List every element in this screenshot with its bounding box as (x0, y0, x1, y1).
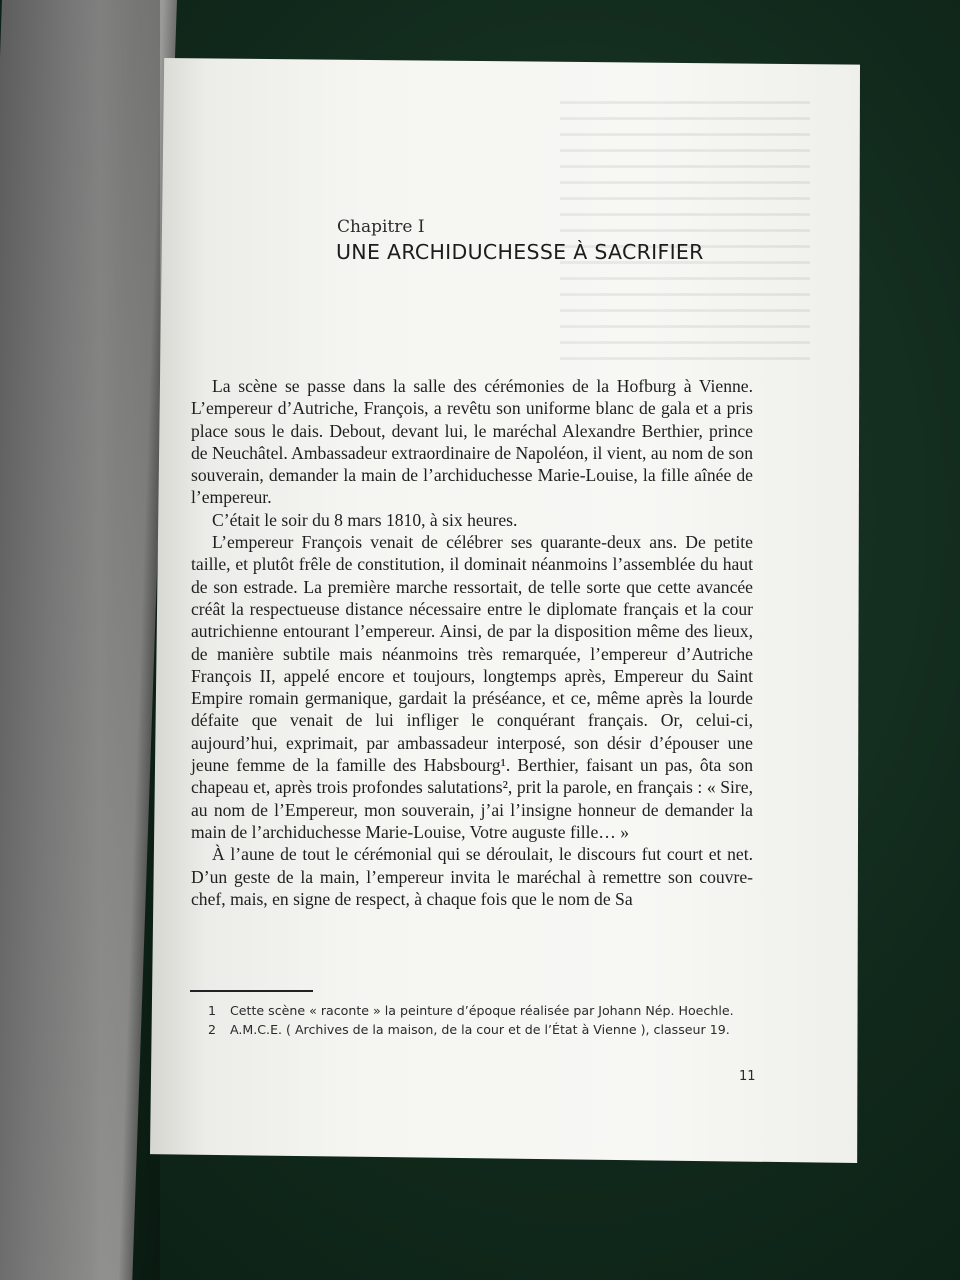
paragraph: C’était le soir du 8 mars 1810, à six heures. (212, 509, 518, 530)
paragraph: L’empereur François venait de célébrer ses quarante-deux ans. De petite taille, et plutôt frêle de constitution, il dominait néanmoins l’assemblée du haut de son estrade. La première marche ressortait, de telle sorte que cette avancée créât la respectueuse distance nécessaire entre le diplomate français et la cour autrichienne entourant l’empereur. Ainsi, de par la disposition même des lieux, de manière subtile mais néanmoins très remarquée, l’empereur d’Autriche François II, appelé encore et toujours, longtemps après, Empereur du Saint Empire romain germanique, gardait la préséance, et ce, même après la lourde défaite que venait de lui infliger le conquérant français. Or, celui-ci, aujourd’hui, exprimait, par ambassadeur interposé, son désir d’épouser une jeune femme de la famille des Habsbourg¹. Berthier, faisant un pas, ôta son chapeau et, après trois profondes salutations², prit la parole, en français : « Sire, au nom de l’Empereur, mon souverain, j’ai l’insigne honneur de demander la main de l’archiduchesse Marie-Louise, Votre auguste fille… » (191, 532, 753, 842)
footnote-text: A.M.C.E. ( Archives de la maison, de la cour et de l’État à Vienne ), classeur 19. (230, 1022, 730, 1037)
paragraph: À l’aune de tout le cérémonial qui se déroulait, le discours fut court et net. D’un geste de la main, l’empereur invita le maréchal à remettre son couvre-chef, mais, en signe de respect, à chaque fois que le nom de Sa (191, 844, 753, 909)
body-text (191, 375, 753, 910)
chapter-label: Chapitre I (337, 217, 425, 237)
chapter-title: UNE ARCHIDUCHESSE À SACRIFIER (336, 240, 704, 264)
paragraph: La scène se passe dans la salle des cérémonies de la Hofburg à Vienne. L’empereur d’Autriche, François, a revêtu son uniforme blanc de gala et a pris place sous le dais. Debout, devant lui, le maréchal Alexandre Berthier, prince de Neuchâtel. Ambassadeur extraordinaire de Napoléon, il vient, au nom de son souverain, demander la main de l’archiduchesse Marie-Louise, la fille aînée de l’empereur. (191, 376, 753, 508)
footnotes (208, 1001, 768, 1039)
footnote-number: 1 (208, 1003, 217, 1018)
footnote-text: Cette scène « raconte » la peinture d’époque réalisée par Johann Nép. Hoechle. (230, 1003, 734, 1018)
footnote-number: 2 (208, 1022, 217, 1037)
footnote-separator (190, 990, 313, 992)
show-through-text (560, 88, 810, 378)
page-number: 11 (739, 1069, 756, 1084)
footnote (208, 1020, 768, 1039)
footnote (208, 1001, 768, 1020)
